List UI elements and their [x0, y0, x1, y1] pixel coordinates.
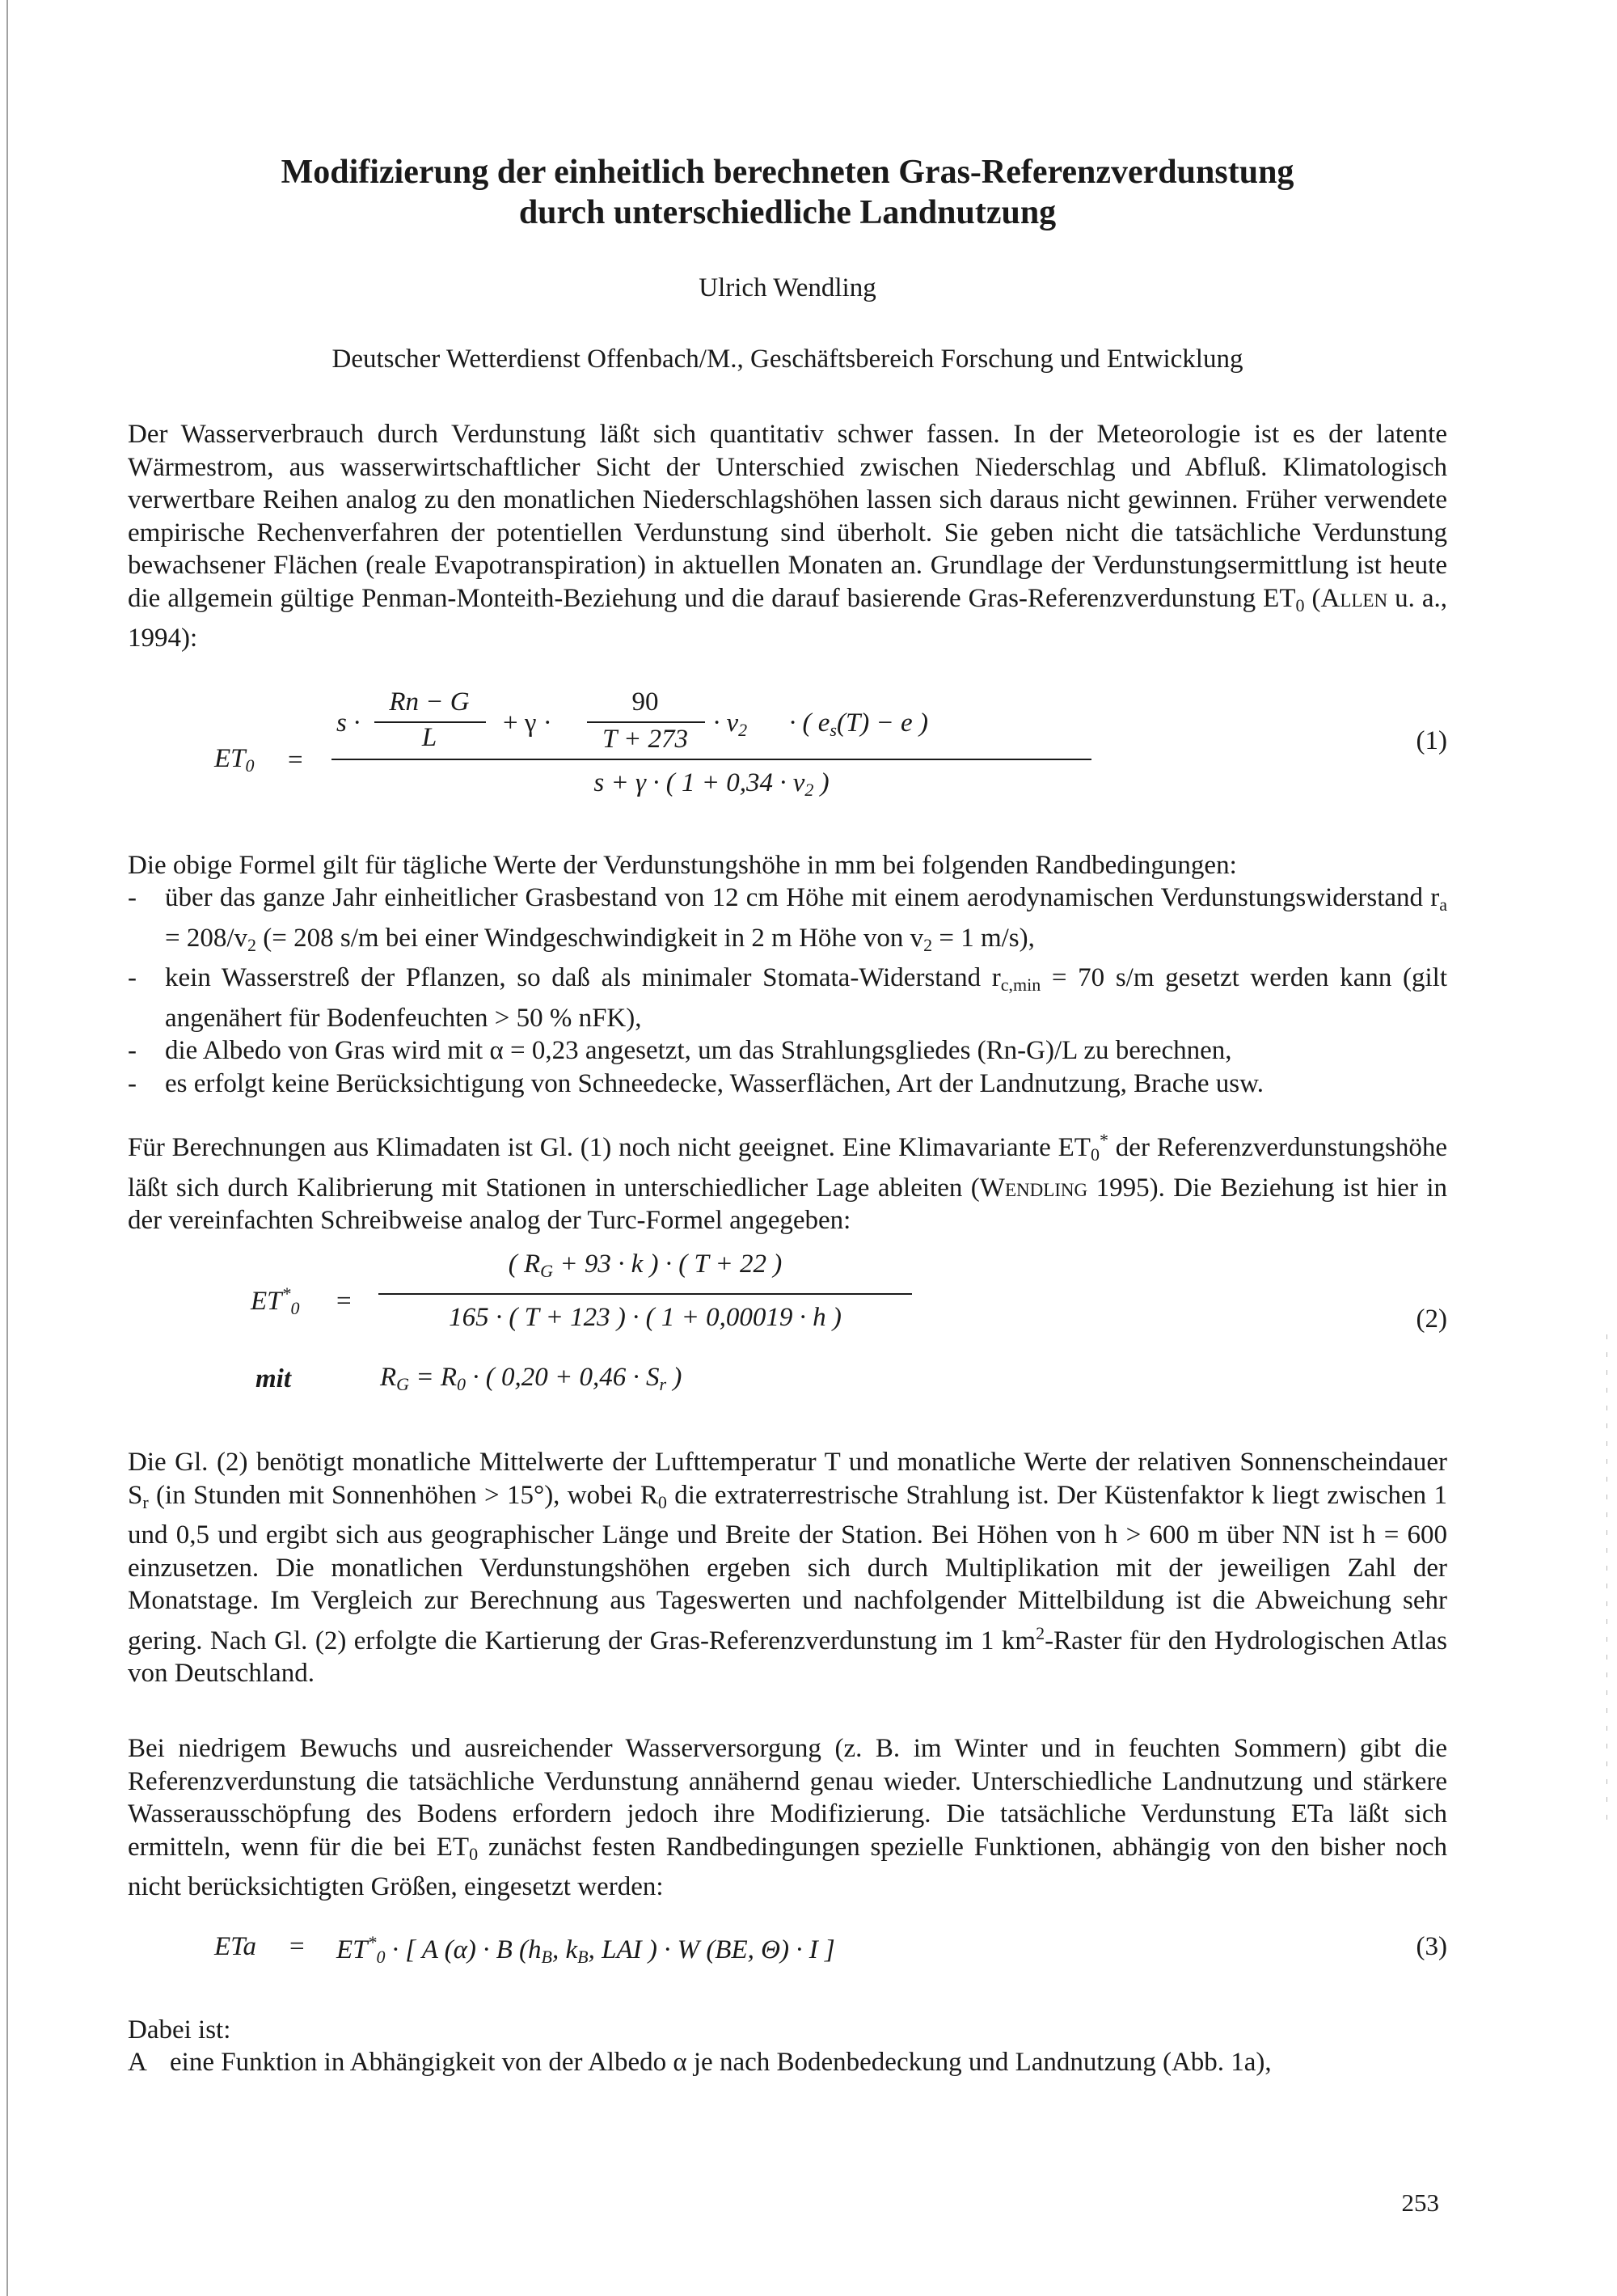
eq3-et-sub: 0: [376, 1947, 386, 1967]
eq2-num-tail: + 93 · k ) · ( T + 22 ): [553, 1249, 783, 1279]
eq3-lhs: ETa: [214, 1932, 256, 1961]
eq1-s: s ·: [336, 708, 361, 738]
eq3-kb-sub: B: [577, 1947, 589, 1967]
eq1-denominator: [331, 768, 1091, 801]
definition-letter: A: [128, 2048, 147, 2077]
list-item: [128, 882, 1447, 962]
eq1-90: 90: [631, 687, 659, 717]
cite-close: u. a., 1994):: [128, 583, 1447, 653]
paragraph-4-text: (in Stunden mit Sonnenhöhen > 15°), wobei R: [148, 1480, 658, 1510]
eq2-sr-sub: r: [659, 1374, 667, 1394]
list-item: [128, 1034, 1447, 1068]
asterisk-superscript: *: [1099, 1130, 1108, 1150]
eq2-denominator: 165 · ( T + 123 ) · ( 1 + 0,00019 · h ): [449, 1303, 842, 1332]
eq1-small-frac-line-2: [587, 721, 705, 723]
list-item: [128, 1068, 1447, 1101]
conditions-list: [128, 882, 1447, 1100]
eq2-rg: R: [380, 1363, 397, 1392]
list-item-text: = 70 s/m gesetzt werden kann (gilt angenähert für Bodenfeuchten > 50 % nFK),: [165, 963, 1447, 1033]
citation-allen: Allen: [1320, 583, 1388, 613]
paragraph-3-text: 1995). Die Beziehung ist hier in der vereinfachten Schreibweise analog der Turc-Formel angegeben:: [128, 1173, 1447, 1235]
eq2-rg-tail: · ( 0,20 + 0,46 · S: [466, 1363, 660, 1392]
scan-left-edge: [6, 0, 8, 2296]
eq2-r0-sub: 0: [457, 1374, 466, 1394]
list-item-text: über das ganze Jahr einheitlicher Grasbestand von 12 cm Höhe mit einem aerodynamischen Verdunstungswiderstand r: [165, 883, 1440, 912]
eq2-number: (2): [1416, 1304, 1447, 1334]
equation-2: [128, 1249, 1447, 1411]
eq2-lhs: [251, 1283, 300, 1319]
v2-subscript: 2: [923, 934, 933, 955]
list-item-text: = 1 m/s),: [932, 923, 1035, 953]
definition-text: eine Funktion in Abhängigkeit von der Albedo α je nach Bodenbedeckung und Landnutzung (Abb. 1a),: [170, 2048, 1272, 2077]
eq2-num-sub: G: [540, 1261, 554, 1281]
eq1-plus-gamma: + γ ·: [503, 708, 552, 738]
eq3-rhs-a: · [ A (α) · B (h: [385, 1935, 542, 1964]
et0-subscript: 0: [1090, 1144, 1100, 1165]
list-dash: -: [128, 1068, 137, 1098]
eq1-es: [789, 708, 928, 741]
eq3-rhs-c: , LAI ) · W (BE, Θ) · I ]: [588, 1935, 835, 1964]
citation-wendling: Wendling: [979, 1173, 1088, 1203]
page: [128, 0, 1447, 2296]
eq1-v2: [713, 708, 747, 741]
eq1-den-sub: 2: [804, 780, 814, 800]
eq1-lhs-et: ET: [214, 744, 246, 773]
eq2-rg-definition: [380, 1363, 682, 1395]
paragraph-3-text: Für Berechnungen aus Klimadaten ist Gl. (1) noch nicht geeignet. Eine Klimavariante ET: [128, 1133, 1091, 1162]
eq1-v2-text: · v: [713, 708, 739, 738]
paragraph-4-text: Die Gl. (2) benötigt monatliche Mittelwerte der Lufttemperatur T und monatliche Werte der relativen Sonnenscheindauer S: [128, 1448, 1447, 1510]
dabei-label: Dabei ist:: [128, 2015, 231, 2044]
et0-subscript: 0: [1295, 594, 1305, 615]
equation-1: [128, 687, 1447, 817]
eq1-lhs: [214, 744, 255, 776]
eq3-et: ET: [336, 1935, 368, 1964]
eq1-t273: T + 273: [602, 725, 689, 754]
author: Ulrich Wendling: [699, 273, 876, 302]
eq2-rg-close: ): [666, 1363, 682, 1392]
equation-3: [128, 1929, 1447, 1977]
eq1-den-close: ): [813, 768, 830, 797]
list-item-text: es erfolgt keine Berücksichtigung von Schneedecke, Wasserflächen, Art der Landnutzung, Brache usw.: [165, 1068, 1264, 1098]
page-number: 253: [1401, 2188, 1439, 2217]
list-item-text: die Albedo von Gras wird mit α = 0,23 angesetzt, um das Strahlungsgliedes (Rn-G)/L zu berechnen,: [165, 1036, 1232, 1065]
eq1-lhs-sub: 0: [245, 755, 255, 776]
eq3-number: (3): [1416, 1932, 1447, 1961]
eq1-number: (1): [1416, 726, 1447, 755]
v2-subscript: 2: [247, 934, 257, 955]
eq2-numerator: [378, 1249, 912, 1282]
rc-min-subscript: c,min: [1000, 975, 1041, 995]
paragraph-4-text: -Raster für den Hydrologischen Atlas von Deutschland.: [128, 1626, 1447, 1688]
r0-subscript: 0: [657, 1491, 667, 1512]
eq2-lhs-et: ET: [251, 1287, 282, 1316]
list-dash: -: [128, 883, 137, 912]
eq2-rg-eq: = R: [409, 1363, 457, 1392]
list-item: [128, 962, 1447, 1034]
eq2-lhs-sub: 0: [290, 1298, 300, 1318]
eq1-v2-sub: 2: [738, 720, 748, 740]
eq2-lhs-sup: *: [281, 1283, 291, 1304]
list-item-text: kein Wasserstreß der Pflanzen, so daß als minimaler Stomata-Widerstand r: [165, 963, 1001, 992]
eq1-den-text: s + γ · ( 1 + 0,34 · v: [593, 768, 805, 797]
eq1-rn-g: Rn − G: [389, 687, 470, 717]
km2-superscript: 2: [1036, 1622, 1045, 1643]
paragraph-5-text: zunächst festen Randbedingungen spezielle Funktionen, abhängig von den bisher noch nicht berücksichtigten Größen, eingesetzt werden:: [128, 1832, 1447, 1901]
eq2-equals: =: [336, 1287, 352, 1316]
list-item-text: = 208/v: [165, 923, 248, 953]
eq2-rg-sub: G: [396, 1374, 410, 1394]
sr-subscript: r: [142, 1491, 149, 1512]
eq1-L: L: [421, 723, 437, 752]
cite-open: (: [1304, 583, 1321, 613]
eq1-es-tail: (T) − e ): [836, 708, 928, 738]
paragraph-1-text: Der Wasserverbrauch durch Verdunstung läßt sich quantitativ schwer fassen. In der Meteorologie ist es der latente Wärmestrom, aus wasserwirtschaftlicher Sicht der Unterschied zwischen Niederschlag und Abfluß. Klimatologisch verwertbare Reihen analog zu den monatlichen Niederschlagshöhen lassen sich daraus nicht gewinnen. Früher verwendete empirische Rechenverfahren der potentiellen Verdunstung sind überholt. Sie geben nicht die tatsächliche Verdunstung bewachsener Flächen (reale Evapotranspiration) in aktuellen Monaten an. Grundlage der Verdunstungsermittlung ist heute die allgemein gültige Penman-Monteith-Beziehung und die darauf basierende Gras-Referenzverdunstung ET: [128, 420, 1447, 613]
et0-subscript: 0: [469, 1843, 479, 1864]
eq3-et-sup: *: [367, 1932, 377, 1952]
eq3-equals: =: [289, 1932, 305, 1961]
eq2-mit: mit: [255, 1364, 292, 1393]
paragraph-5-text: Bei niedrigem Bewuchs und ausreichender Wasserversorgung (z. B. im Winter und in feuchten Sommern) gibt die Referenzverdunstung die tatsächliche Verdunstung annähernd genau wieder. Unterschiedliche Landnutzung und stärkere Wasserausschöpfung des Bodens erfordern jedoch ihre Modifizierung. Die tatsächliche Verdunstung ETa läßt sich ermitteln, wenn für die bei ET: [128, 1734, 1447, 1862]
paragraph-1: [128, 418, 1447, 655]
list-item-text: (= 208 s/m bei einer Windgeschwindigkeit in 2 m Höhe von v: [256, 923, 924, 953]
paragraph-3-text: der Referenzverdunstungshöhe läßt sich durch Kalibrierung mit Stationen in unterschiedlicher Lage ableiten (: [128, 1133, 1447, 1203]
paper-title: [128, 152, 1447, 233]
paragraph-2: Die obige Formel gilt für tägliche Werte der Verdunstungshöhe in mm bei folgenden Randbedingungen:: [128, 851, 1237, 880]
list-dash: -: [128, 963, 137, 992]
paragraph-4: [128, 1446, 1447, 1690]
eq2-num-text: ( R: [508, 1249, 541, 1279]
eq2-frac-line: [378, 1293, 912, 1295]
title-line-2: durch unterschiedliche Landnutzung: [518, 194, 1057, 231]
affiliation: Deutscher Wetterdienst Offenbach/M., Geschäftsbereich Forschung und Entwicklung: [331, 345, 1243, 374]
eq3-rhs: [336, 1932, 835, 1968]
title-line-1: Modifizierung der einheitlich berechneten Gras-Referenzverdunstung: [281, 154, 1294, 191]
list-dash: -: [128, 1036, 137, 1065]
paragraph-3: [128, 1124, 1447, 1237]
paragraph-5: [128, 1732, 1447, 1904]
eq1-equals: =: [288, 746, 303, 775]
paragraph-4-text: die extraterrestrische Strahlung ist. Der Küstenfaktor k liegt zwischen 1 und 0,5 und ergibt sich aus geographischer Länge und Breite der Station. Bei Höhen von h > 600 m über NN ist h = 600 einzusetzen. Die monatlichen Verdunstungshöhen ergeben sich durch Multiplikation mit der jeweiligen Zahl der Monatstage. Im Vergleich zur Berechnung aus Tageswerten und nachfolgender Mittelbildung ist die Abweichung sehr gering. Nach Gl. (2) erfolgte die Kartierung der Gras-Referenzverdunstung im 1 km: [128, 1480, 1447, 1655]
ra-subscript: a: [1439, 894, 1447, 915]
scan-right-edge-marks: [1606, 1334, 1607, 1820]
eq1-main-frac-line: [331, 759, 1091, 760]
eq1-es-sub: s: [830, 720, 837, 740]
eq3-rhs-b: , k: [551, 1935, 578, 1964]
definition-a: [128, 2046, 1447, 2078]
eq3-hb-sub: B: [541, 1947, 552, 1967]
eq1-es-text: · ( e: [789, 708, 830, 738]
